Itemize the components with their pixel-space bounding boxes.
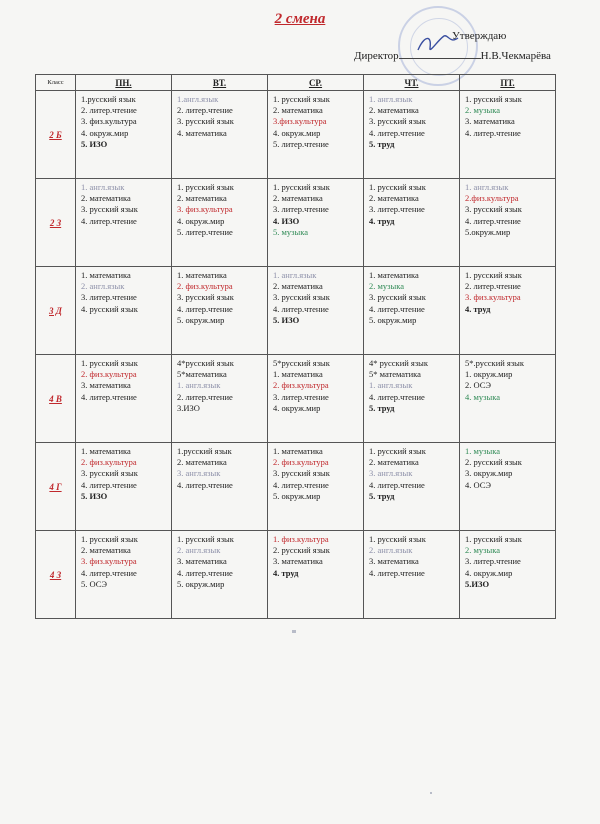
lesson-item: 4. литер.чтение	[369, 567, 425, 578]
class-row	[36, 443, 556, 531]
lesson-item: 5*математика	[177, 369, 227, 380]
lesson-item: 5.окруж.мир	[465, 226, 511, 237]
lesson-item: 5. литер.чтение	[273, 138, 329, 149]
lesson-item: 1. русский язык	[465, 270, 522, 280]
lesson-item: 4. окруж.мир	[465, 567, 513, 578]
lesson-item: 4. литер.чтение	[81, 215, 137, 226]
lesson-item: 4. музыка	[465, 391, 500, 402]
lesson-item: 1. русский язык	[177, 534, 234, 544]
lesson-item: 1. окруж.мир	[465, 369, 513, 380]
day-lessons-cell	[364, 179, 460, 267]
day-lessons-cell	[460, 443, 556, 531]
class-name-cell: 3 Д	[36, 267, 76, 355]
lesson-item: 1. русский язык	[369, 182, 426, 192]
lesson-item: 4. литер.чтение	[465, 127, 521, 138]
day-lessons-cell	[76, 531, 172, 619]
lesson-item: 1. русский язык	[177, 182, 234, 192]
lesson-item: 5. труд	[369, 490, 395, 501]
lesson-item: 4*русский язык	[177, 358, 234, 368]
lesson-item: 1.англ.язык	[177, 94, 219, 104]
lesson-item: 2. литер.чтение	[81, 105, 137, 116]
lesson-item: 2. русский язык	[465, 457, 522, 468]
lesson-item: 3. математика	[273, 556, 323, 567]
lesson-item: 2. физ.культура	[81, 457, 137, 468]
class-name-cell: 4 З	[36, 531, 76, 619]
lesson-item: 3. математика	[465, 116, 515, 127]
lesson-item: 3.физ.культура	[273, 116, 327, 127]
day-lessons-cell	[172, 91, 268, 179]
approve-label: Утверждаю	[452, 30, 507, 42]
lesson-item: 1. музыка	[465, 446, 500, 456]
lesson-item: 3. русский язык	[369, 116, 426, 127]
day-header-thu: ЧТ.	[364, 75, 460, 91]
day-lessons-cell	[172, 355, 268, 443]
lesson-item: 3. литер.чтение	[273, 391, 329, 402]
lesson-item: 5. ИЗО	[273, 314, 300, 325]
lesson-item: 2. математика	[177, 193, 227, 204]
lesson-item: 4. литер.чтение	[81, 567, 137, 578]
lesson-item: 1. русский язык	[369, 534, 426, 544]
lesson-item: 3. литер.чтение	[81, 292, 137, 303]
lesson-item: 3. математика	[177, 556, 227, 567]
lesson-item: 2. математика	[369, 105, 419, 116]
lesson-item: 3. русский язык	[369, 292, 426, 303]
lesson-item: 3. англ.язык	[369, 468, 413, 479]
lesson-item: 4. труд	[465, 303, 491, 314]
lesson-item: 4. литер.чтение	[369, 479, 425, 490]
lesson-item: 3. математика	[81, 380, 131, 391]
lesson-item: 4. окруж.мир	[273, 402, 321, 413]
lesson-item: 4. литер.чтение	[177, 567, 233, 578]
lesson-item: 2. англ.язык	[369, 545, 413, 556]
lesson-item: 1. русский язык	[465, 94, 522, 104]
class-row	[36, 91, 556, 179]
day-lessons-cell	[460, 91, 556, 179]
day-lessons-cell	[460, 531, 556, 619]
lesson-item: 4. русский язык	[81, 303, 138, 314]
lesson-item: 4. окруж.мир	[177, 215, 225, 226]
lesson-item: 4. литер.чтение	[273, 479, 329, 490]
lesson-item: 1. русский язык	[273, 94, 330, 104]
lesson-item: 1. математика	[273, 369, 323, 380]
lesson-item: 3. литер.чтение	[273, 204, 329, 215]
lesson-item: 4. математика	[177, 127, 227, 138]
day-lessons-cell	[268, 443, 364, 531]
lesson-item: 4. окруж.мир	[273, 127, 321, 138]
class-row	[36, 355, 556, 443]
schedule-body	[36, 91, 556, 619]
class-row	[36, 267, 556, 355]
lesson-item: 3. физ.культура	[81, 116, 137, 127]
lesson-item: 2. литер.чтение	[177, 105, 233, 116]
lesson-item: 3. математика	[369, 556, 419, 567]
lesson-item: 3.ИЗО	[177, 402, 200, 413]
lesson-item: 2. англ.язык	[177, 545, 221, 556]
lesson-item: 1. математика	[177, 270, 227, 280]
lesson-item: 3. литер.чтение	[369, 204, 425, 215]
class-row	[36, 179, 556, 267]
lesson-item: 5. музыка	[273, 226, 308, 237]
day-lessons-cell	[364, 91, 460, 179]
lesson-item: 2. литер.чтение	[177, 391, 233, 402]
day-lessons-cell	[268, 531, 364, 619]
lesson-item: 2. физ.культура	[273, 457, 329, 468]
day-lessons-cell	[460, 355, 556, 443]
lesson-item: 5* математика	[369, 369, 421, 380]
lesson-item: 4. окруж.мир	[81, 127, 129, 138]
day-lessons-cell	[364, 267, 460, 355]
lesson-item: 3. русский язык	[177, 116, 234, 127]
lesson-item: 2. литер.чтение	[465, 281, 521, 292]
lesson-item: 5. труд	[369, 138, 395, 149]
scan-speck	[430, 792, 432, 794]
lesson-item: 2. математика	[81, 545, 131, 556]
lesson-item: 3. физ.культура	[81, 556, 137, 567]
lesson-item: 2.физ.культура	[465, 193, 519, 204]
day-header-mon: ПН.	[76, 75, 172, 91]
director-line	[354, 48, 551, 62]
day-header-fri: ПТ.	[460, 75, 556, 91]
lesson-item: 3. окруж.мир	[465, 468, 513, 479]
lesson-item: 2. музыка	[465, 105, 500, 116]
lesson-item: 1. русский язык	[81, 534, 138, 544]
day-lessons-cell	[364, 355, 460, 443]
lesson-item: 1. математика	[369, 270, 419, 280]
lesson-item: 1. математика	[273, 446, 323, 456]
lesson-item: 5. ИЗО	[81, 490, 108, 501]
lesson-item: 2. музыка	[369, 281, 404, 292]
lesson-item: 1. англ.язык	[177, 380, 221, 391]
lesson-item: 4. литер.чтение	[369, 303, 425, 314]
lesson-item: 4. литер.чтение	[177, 479, 233, 490]
class-name-cell: 2 Б	[36, 91, 76, 179]
lesson-item: 2. ОСЭ	[465, 380, 492, 391]
lesson-item: 4. литер.чтение	[81, 479, 137, 490]
lesson-item: 1. англ.язык	[81, 182, 125, 192]
lesson-item: 1. русский язык	[465, 534, 522, 544]
lesson-item: 4. ОСЭ	[465, 479, 492, 490]
lesson-item: 3. русский язык	[81, 468, 138, 479]
page-title: 2 смена	[274, 11, 326, 27]
lesson-item: 2. математика	[369, 457, 419, 468]
lesson-item: 5. окруж.мир	[177, 578, 225, 589]
lesson-item: 4* русский язык	[369, 358, 429, 368]
lesson-item: 2. математика	[81, 193, 131, 204]
lesson-item: 1.русский язык	[177, 446, 232, 456]
lesson-item: 3. русский язык	[177, 292, 234, 303]
lesson-item: 1. англ.язык	[369, 94, 413, 104]
lesson-item: 1. англ.язык	[369, 380, 413, 391]
scan-speck	[292, 630, 296, 633]
lesson-item: 2. математика	[273, 281, 323, 292]
lesson-item: 1. русский язык	[273, 182, 330, 192]
director-label: Директор	[354, 50, 399, 62]
lesson-item: 5. окруж.мир	[273, 490, 321, 501]
day-lessons-cell	[172, 531, 268, 619]
lesson-item: 5. ИЗО	[81, 138, 108, 149]
day-lessons-cell	[76, 91, 172, 179]
lesson-item: 2. физ.культура	[273, 380, 329, 391]
lesson-item: 3. русский язык	[81, 204, 138, 215]
day-lessons-cell	[76, 179, 172, 267]
lesson-item: 2. русский язык	[273, 545, 330, 556]
lesson-item: 4. труд	[369, 215, 395, 226]
lesson-item: 1. русский язык	[369, 446, 426, 456]
lesson-item: 4. литер.чтение	[369, 391, 425, 402]
day-lessons-cell	[172, 179, 268, 267]
day-lessons-cell	[268, 179, 364, 267]
lesson-item: 1.русский язык	[81, 94, 136, 104]
lesson-item: 4. труд	[273, 567, 299, 578]
lesson-item: 3. литер.чтение	[465, 556, 521, 567]
lesson-item: 1. англ.язык	[465, 182, 509, 192]
lesson-item: 5. труд	[369, 402, 395, 413]
lesson-item: 2. математика	[273, 105, 323, 116]
lesson-item: 5. окруж.мир	[369, 314, 417, 325]
lesson-item: 2. математика	[273, 193, 323, 204]
lesson-item: 5.ИЗО	[465, 578, 490, 589]
day-lessons-cell	[268, 355, 364, 443]
class-name-cell: 4 В	[36, 355, 76, 443]
class-column-header: Класс	[36, 75, 76, 91]
lesson-item: 4. литер.чтение	[273, 303, 329, 314]
lesson-item: 3. физ.культура	[465, 292, 521, 303]
day-lessons-cell	[268, 267, 364, 355]
day-header-wed: СР.	[268, 75, 364, 91]
lesson-item: 2. англ.язык	[81, 281, 125, 292]
lesson-item: 2. математика	[369, 193, 419, 204]
schedule-table	[35, 74, 556, 619]
lesson-item: 2. физ.культура	[81, 369, 137, 380]
day-lessons-cell	[460, 179, 556, 267]
lesson-item: 3. физ.культура	[177, 204, 233, 215]
lesson-item: 3. русский язык	[273, 468, 330, 479]
lesson-item: 5. ОСЭ	[81, 578, 108, 589]
lesson-item: 3. русский язык	[273, 292, 330, 303]
lesson-item: 2. математика	[177, 457, 227, 468]
day-lessons-cell	[268, 91, 364, 179]
day-lessons-cell	[172, 267, 268, 355]
day-lessons-cell	[460, 267, 556, 355]
lesson-item: 4. ИЗО	[273, 215, 300, 226]
day-lessons-cell	[172, 443, 268, 531]
lesson-item: 4. литер.чтение	[177, 303, 233, 314]
signature-underline	[399, 48, 481, 59]
lesson-item: 5. литер.чтение	[177, 226, 233, 237]
lesson-item: 5. окруж.мир	[177, 314, 225, 325]
class-row	[36, 531, 556, 619]
lesson-item: 4. литер.чтение	[369, 127, 425, 138]
lesson-item: 3. русский язык	[465, 204, 522, 215]
day-lessons-cell	[364, 531, 460, 619]
lesson-item: 5*.русский язык	[465, 358, 525, 368]
class-name-cell: 4 Г	[36, 443, 76, 531]
lesson-item: 1. математика	[81, 446, 131, 456]
lesson-item: 1. русский язык	[81, 358, 138, 368]
lesson-item: 5*русский язык	[273, 358, 330, 368]
header-row	[36, 75, 556, 91]
day-lessons-cell	[76, 267, 172, 355]
lesson-item: 1. математика	[81, 270, 131, 280]
day-lessons-cell	[76, 355, 172, 443]
lesson-item: 4. литер.чтение	[465, 215, 521, 226]
lesson-item: 1. физ.культура	[273, 534, 329, 544]
day-header-tue: ВТ.	[172, 75, 268, 91]
lesson-item: 1. англ.язык	[273, 270, 317, 280]
lesson-item: 3. англ.язык	[177, 468, 221, 479]
lesson-item: 2. музыка	[465, 545, 500, 556]
day-lessons-cell	[76, 443, 172, 531]
class-name-cell: 2 З	[36, 179, 76, 267]
day-lessons-cell	[364, 443, 460, 531]
director-name: Н.В.Чекмарёва	[480, 50, 551, 62]
lesson-item: 2. физ.культура	[177, 281, 233, 292]
lesson-item: 4. литер.чтение	[81, 391, 137, 402]
